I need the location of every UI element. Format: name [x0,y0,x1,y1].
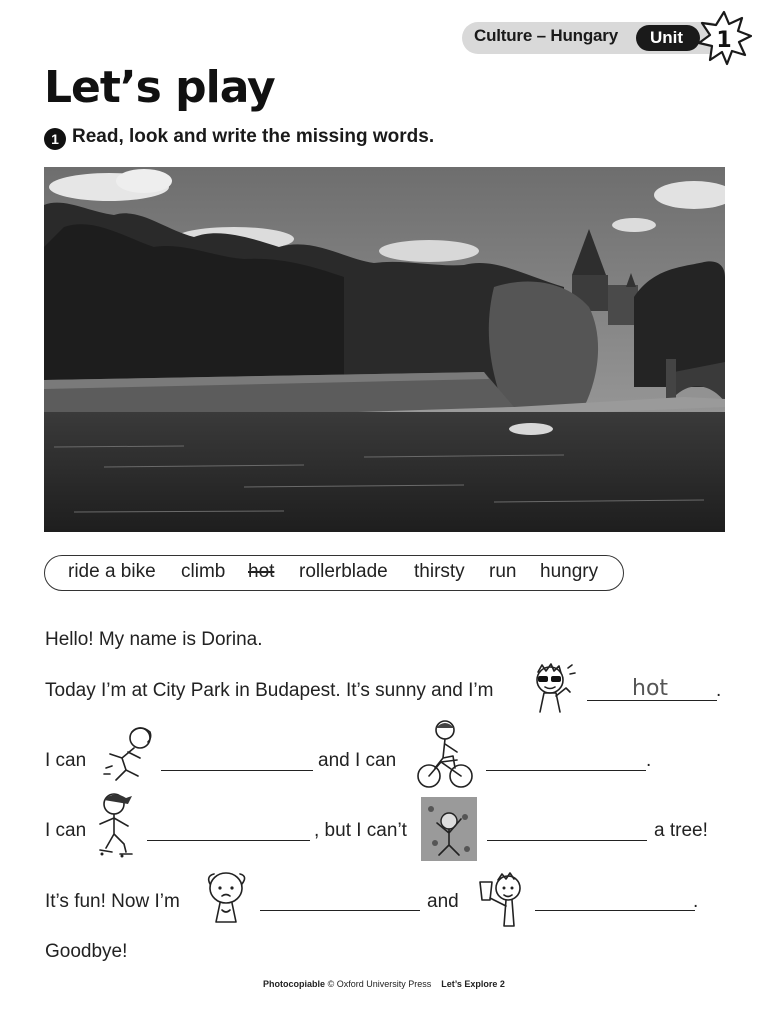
greeting-line: Hello! My name is Dorina. [45,629,263,650]
word-thirsty: thirsty [414,561,465,582]
instruction-text: Read, look and write the missing words. [72,126,435,147]
sunglasses-boy-icon [526,662,578,720]
answer-blank-6[interactable] [260,888,420,911]
page-title: Let’s play [44,62,275,113]
unit-star-icon [696,10,752,66]
answer-blank-2[interactable] [161,748,313,771]
instruction-number: 1 [44,128,66,150]
unit-label: Unit [636,25,700,51]
climbing-boy-icon [421,797,477,861]
line4-end: . [693,891,699,912]
hungry-girl-icon [200,866,254,928]
footer-book: Let’s Explore 2 [441,979,505,989]
closing-line: Goodbye! [45,941,128,962]
footer-publisher: © Oxford University Press [327,979,432,989]
word-run: run [489,561,517,582]
line3-mid: , but I can’t [314,820,407,841]
word-hungry: hungry [540,561,599,582]
line4-mid: and [427,891,459,912]
word-rollerblade: rollerblade [299,561,388,582]
footer-photocopiable: Photocopiable [263,979,326,989]
line1-prefix: Today I’m at City Park in Budapest. It’s sunny and I’m [45,680,494,701]
bike-boy-icon [415,718,475,790]
line2-mid: and I can [318,750,397,771]
thirsty-boy-icon [470,868,530,934]
answer-blank-5[interactable] [487,818,647,841]
line2-end: . [646,750,652,771]
word-climb: climb [181,561,226,582]
line2-prefix: I can [45,750,87,771]
city-park-photo [44,167,725,532]
word-hot-crossed: hot [248,561,275,582]
line3-prefix: I can [45,820,87,841]
rollerblade-girl-icon [92,790,144,862]
header-topic: Culture – Hungary [474,26,618,45]
running-girl-icon [100,724,158,786]
line3-end: a tree! [654,820,708,841]
unit-number: 1 [716,28,732,53]
answer-example-hot: hot [632,676,669,701]
answer-blank-3[interactable] [486,748,646,771]
page-footer [0,979,768,989]
answer-blank-7[interactable] [535,888,695,911]
line1-end: . [716,680,722,701]
word-ride-a-bike: ride a bike [68,561,156,582]
answer-blank-4[interactable] [147,818,310,841]
line4-prefix: It’s fun! Now I’m [45,891,180,912]
